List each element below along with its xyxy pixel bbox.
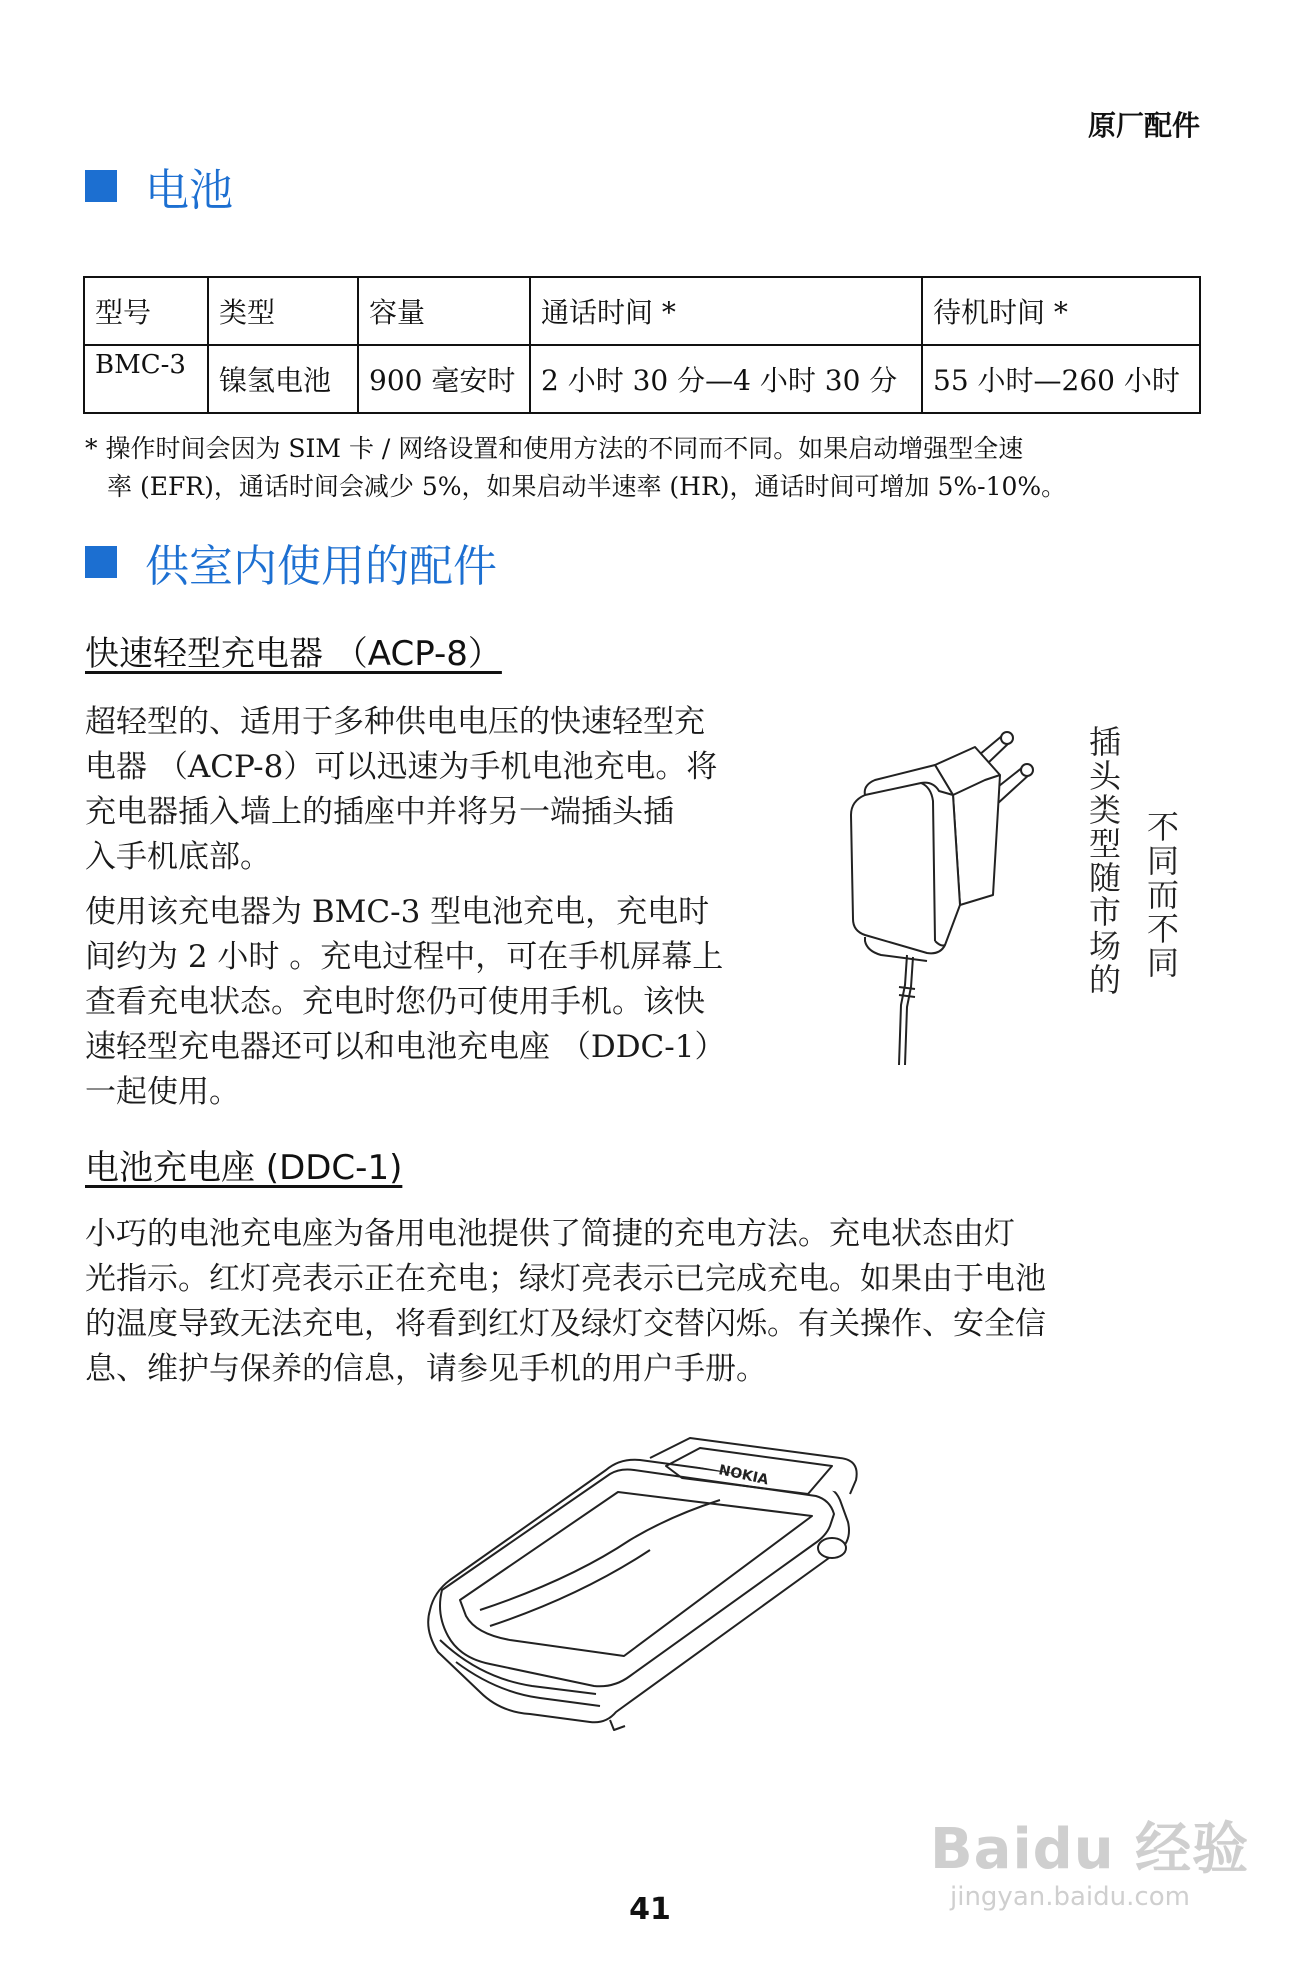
header-cell-type: 类型 (208, 277, 358, 345)
running-header: 原厂配件 (1087, 109, 1200, 142)
plug-type-caption-col2: 不同而不同 (1142, 810, 1180, 980)
desk-stand-line4: 息、维护与保养的信息，请参见手机的用户手册。 (85, 1351, 767, 1387)
charger-para2-line3: 查看充电状态。充电时您仍可使用手机。该快 (85, 984, 705, 1020)
battery-section-title: 电池 (145, 165, 233, 216)
footnote-line-1: * 操作时间会因为 SIM 卡 / 网络设置和使用方法的不同而不同。如果启动增强型全速 (85, 434, 1024, 463)
desk-stand-line3: 的温度导致无法充电，将看到红灯及绿灯交替闪烁。有关操作、安全信 (85, 1306, 1046, 1342)
indoor-section-title: 供室内使用的配件 (145, 541, 497, 592)
charger-subheading: 快速轻型充电器 （ACP-8） (85, 634, 502, 674)
battery-footnote (85, 430, 1205, 506)
watermark-main-text: Baidu 经验 (930, 1817, 1250, 1882)
charger-para1-line4: 入手机底部。 (85, 839, 271, 875)
cell-standby-time: 55 小时—260 小时 (922, 345, 1200, 413)
charger-illustration (835, 705, 1055, 1065)
desk-stand-illustration (420, 1430, 860, 1750)
cell-type: 镍氢电池 (208, 345, 358, 413)
baidu-watermark (930, 1818, 1250, 1938)
footnote-line-2: 率 (EFR)，通话时间会减少 5%，如果启动半速率 (HR)，通话时间可增加 5%-10%。 (107, 472, 1067, 501)
charger-para2-line2: 间约为 2 小时 。充电过程中，可在手机屏幕上 (85, 939, 724, 975)
header-cell-model: 型号 (84, 277, 208, 345)
heading-square-icon (85, 170, 117, 202)
charger-para2-line5: 一起使用。 (85, 1074, 240, 1110)
cell-model: BMC-3 (84, 345, 208, 413)
cell-talk-time: 2 小时 30 分—4 小时 30 分 (530, 345, 922, 413)
desk-stand-line2: 光指示。红灯亮表示正在充电；绿灯亮表示已完成充电。如果由于电池 (85, 1261, 1046, 1297)
charger-para2-line1: 使用该充电器为 BMC-3 型电池充电，充电时 (85, 894, 710, 930)
charger-description (85, 700, 825, 1115)
plug-type-caption-col1: 插头类型随市场的 (1084, 725, 1122, 997)
charger-para2-line4: 速轻型充电器还可以和电池充电座 （DDC-1） (85, 1029, 726, 1065)
desk-stand-line1: 小巧的电池充电座为备用电池提供了简捷的充电方法。充电状态由灯 (85, 1216, 1015, 1252)
header-cell-capacity: 容量 (358, 277, 530, 345)
watermark-url: jingyan.baidu.com (950, 1882, 1190, 1912)
cell-capacity: 900 毫安时 (358, 345, 530, 413)
nokia-logo: NOKIA (717, 1462, 770, 1489)
header-cell-talk-time: 通话时间 * (530, 277, 922, 345)
table-row (84, 345, 1200, 413)
charger-para1-line1: 超轻型的、适用于多种供电电压的快速轻型充 (85, 704, 705, 740)
battery-section-heading (85, 154, 233, 218)
battery-spec-table (83, 276, 1201, 414)
desk-stand-subheading: 电池充电座 (DDC-1) (85, 1148, 403, 1188)
charger-para1-line2: 电器 （ACP-8）可以迅速为手机电池充电。将 (85, 749, 718, 785)
header-cell-standby-time: 待机时间 * (922, 277, 1200, 345)
page-number: 41 (629, 1892, 671, 1927)
indoor-section-heading (85, 530, 497, 594)
desk-stand-description (85, 1212, 1205, 1392)
charger-para1-line3: 充电器插入墙上的插座中并将另一端插头插 (85, 794, 674, 830)
table-header-row (84, 277, 1200, 345)
heading-square-icon (85, 546, 117, 578)
